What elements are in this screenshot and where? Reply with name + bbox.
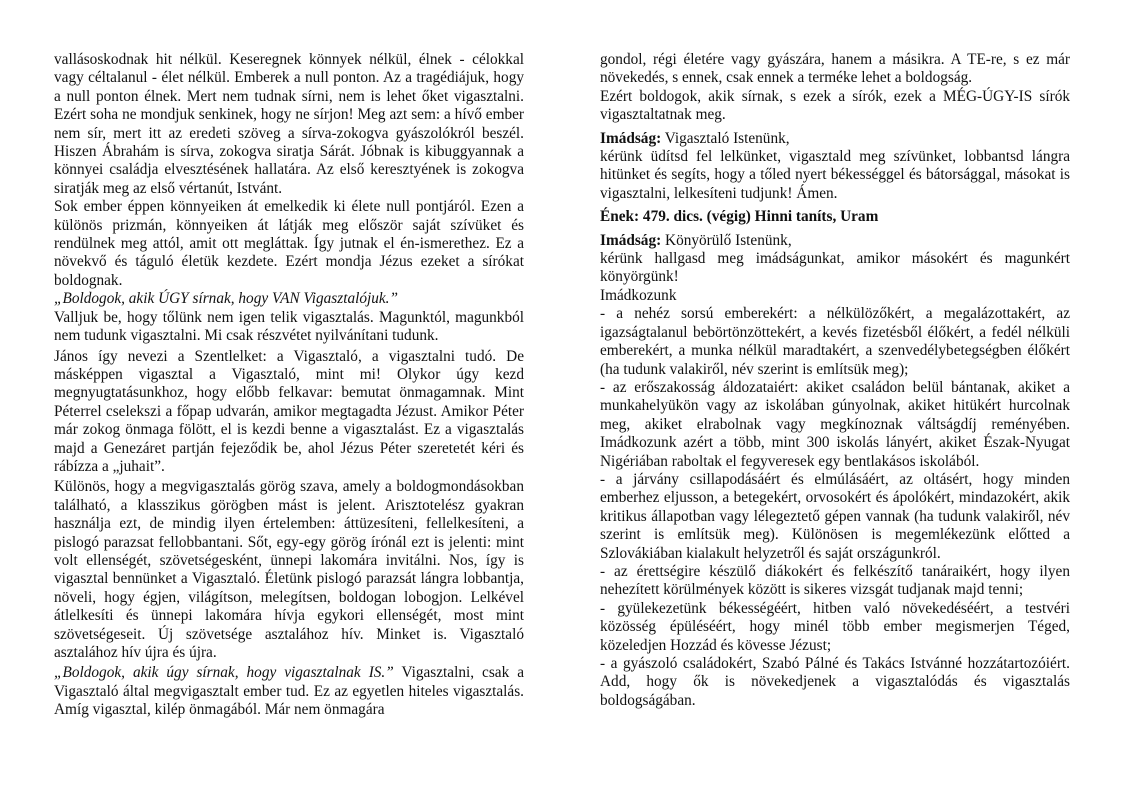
paragraph: vallásoskodnak hit nélkül. Keseregnek könnyek nélkül, élnek - célokkal vagy céltalanul - élet nélkül. Emberek a null ponton. Az a tragédiájuk, hogy a null ponton élnek. Mert nem tudnak sírni, nem is lehet őket vigasztalni. Ezért soha ne mondjuk senkinek, hogy ne sírjon! Meg azt sem: a hívő ember nem sír, mert itt az eredeti szöveg a sírva-zokogva gyászolókról beszél. Hiszen Ábrahám is sírva, zokogva siratja Sárát. Jóbnak is kibuggyannak a könnyei családja elvesztésének hallatára. Az első keresztyének is zokogva siratják meg az első vértanút, Istvánt. bbox=[54, 51, 524, 197]
paragraph: Különös, hogy a megvigasztalás görög szava, amely a boldogmondásokban található, a klasszikus görögben mást is jelent. Arisztotelész gyakran használja ezt, de mindig ilyen értelemben: áttüzesíteni, fellelkesíteni, a pislogó parazsat fellobbantani. Sőt, egy-egy görög írónál ezt is jelenti: mint volt ellenségét, szövetségesként, ünnepi lakomára invitálni. Nos, így is vigasztal bennünket a Vigasztaló. Életünk pislogó parazsát lángra lobbantja, növeli, hogy égjen, világítson, melegítsen, boldogan lobogjon. Lelkével átlelkesíti és ünnepi lakomára hívja egykori ellenségét, most mint szövetségeseit. Új szövetsége asztalához hív. Minket is. Vigasztaló asztalához hív újra és újra. bbox=[54, 478, 524, 661]
prayer-heading bbox=[600, 130, 1070, 148]
paragraph: János így nevezi a Szentlelket: a Vigasztaló, a vigasztalni tudó. De másképpen vigasztal a Vigasztaló, mint mi! Olykor úgy kezd megnyugtatásunkhoz, hogy előbb felkavar: bemutat önmagamnak. Mint Péterrel cselekszi a főpap udvarán, amikor megtagadta Jézust. Amikor Péter már zokog önmaga fölött, el is kezdi benne a vigasztalást. Ez a vigasztalás majd a Genezáret partján fejeződik be, ahol Jézus Péter szeretetét kéri és rábízza a „juhait”. bbox=[54, 347, 524, 475]
intercession-item: - a járvány csillapodásáért és elmúlásáért, az oltásért, hogy minden emberhez eljusson, a betegekért, orvosokért és ápolókért, mindazokért, akik kritikus állapotban vagy lélegeztető gépen vannak (ha tudunk valakiről, név szerint is említsük meg). Különösen is megemlékezünk előtted a Szlovákiában kialakult helyzetről és saját országunkról. bbox=[600, 470, 1070, 562]
prayer-heading bbox=[600, 232, 1070, 250]
right-column bbox=[600, 51, 1070, 710]
prayer-text: kérünk hallgasd meg imádságunkat, amikor másokért és magunkért könyörgünk! bbox=[600, 250, 1070, 286]
prayer-text: kérünk üdítsd fel lelkünket, vigasztald meg szívünket, lobbantsd lángra hitünket és segíts, hogy a tőled nyert békességgel és bátorsággal, másokat is vigasztalni, lelkesíteni tudjunk! Ámen. bbox=[600, 148, 1070, 202]
paragraph: Valljuk be, hogy tőlünk nem igen telik vigasztalás. Magunktól, magunkból nem tudunk vigasztalni. Mi csak részvétet nyilvánítani tudunk. bbox=[54, 308, 524, 345]
paragraph: Sok ember éppen könnyeiken át emelkedik ki élete null pontjáról. Ezen a különös prizmán, könnyeiken át látják meg először saját szívüket és rendülnek meg attól, amit ott megláttak. Így jutnak el én-ismerethez. Ez a növekvő és táguló életük kezdete. Ezért mondja Jézus ezeket a sírókat boldognak. bbox=[54, 198, 524, 289]
paragraph: gondol, régi életére vagy gyászára, hanem a másikra. A TE-re, s ez már növekedés, s ennek, csak ennek a terméke lehet a boldogság. bbox=[600, 51, 1070, 87]
prayer-address: Könyörülő Istenünk, bbox=[661, 231, 792, 249]
song-heading: Ének: 479. dics. (végig) Hinni taníts, Uram bbox=[600, 208, 879, 226]
prayer-address: Vigasztaló Istenünk, bbox=[661, 129, 790, 147]
prayer-label: Imádság: bbox=[600, 231, 662, 249]
intercession-item: - a nehéz sorsú emberekért: a nélkülözőkért, a megalázottakért, az igazságtalanul bebörtönzöttekért, a kevés fizetésből élőkért, a fedél nélküli emberekért, a munka nélkül maradtakért, a szenvedélybetegségben élőkért (ha tudunk valakiről, név szerint is említsük meg); bbox=[600, 305, 1070, 378]
left-column bbox=[54, 51, 524, 720]
paragraph bbox=[54, 664, 524, 719]
intercession-title: Imádkozunk bbox=[600, 286, 677, 304]
paragraph: Ezért boldogok, akik sírnak, s ezek a sírók, ezek a MÉG-ÚGY-IS sírók vigasztaltatnak meg. bbox=[600, 87, 1070, 124]
intercession-item: - gyülekezetünk békességéért, hitben való növekedéséért, a testvéri közösség épüléséért, hogy minél több ember megismerjen Téged, közeledjen Hozzád és kövesse Jézust; bbox=[600, 599, 1070, 654]
intercession-item: - az erőszakosság áldozataiért: akiket családon belül bántanak, akiket a munkahelyükön vagy az iskolában gúnyolnak, akiket hitükért hurcolnak meg, akiket elrabolnak vagy megkínoznak váltságdíj reményében. Imádkozunk azért a több, mint 300 iskolás lányért, akiket Észak-Nyugat Nigériában raboltak el fegyveresek egy bentlakásos iskolából. bbox=[600, 378, 1070, 470]
intercession-item: - a gyászoló családokért, Szabó Pálné és Takács Istvánné hozzátartozóiért. Add, hogy ők is növekedjenek a vigasztalódás és vigasztalás boldogságában. bbox=[600, 655, 1070, 709]
paragraph-text: Vigasztalni, csak a Vigasztaló által megvigasztalt ember tud. Ez az egyetlen hiteles vigasztalás. Amíg vigasztal, kilép önmagából. Már nem önmagára bbox=[54, 664, 524, 719]
beatitude-quote: „Boldogok, akik ÚGY sírnak, hogy VAN Vigasztalójuk.” bbox=[54, 290, 399, 308]
prayer-label: Imádság: bbox=[600, 129, 662, 147]
intercession-item: - az érettségire készülő diákokért és felkészítő tanáraikért, hogy ilyen nehezített körülmények között is sikeres vizsgát tudjanak majd tenni; bbox=[600, 562, 1070, 599]
beatitude-quote: „Boldogok, akik úgy sírnak, hogy vigasztalnak IS.” bbox=[54, 664, 394, 682]
